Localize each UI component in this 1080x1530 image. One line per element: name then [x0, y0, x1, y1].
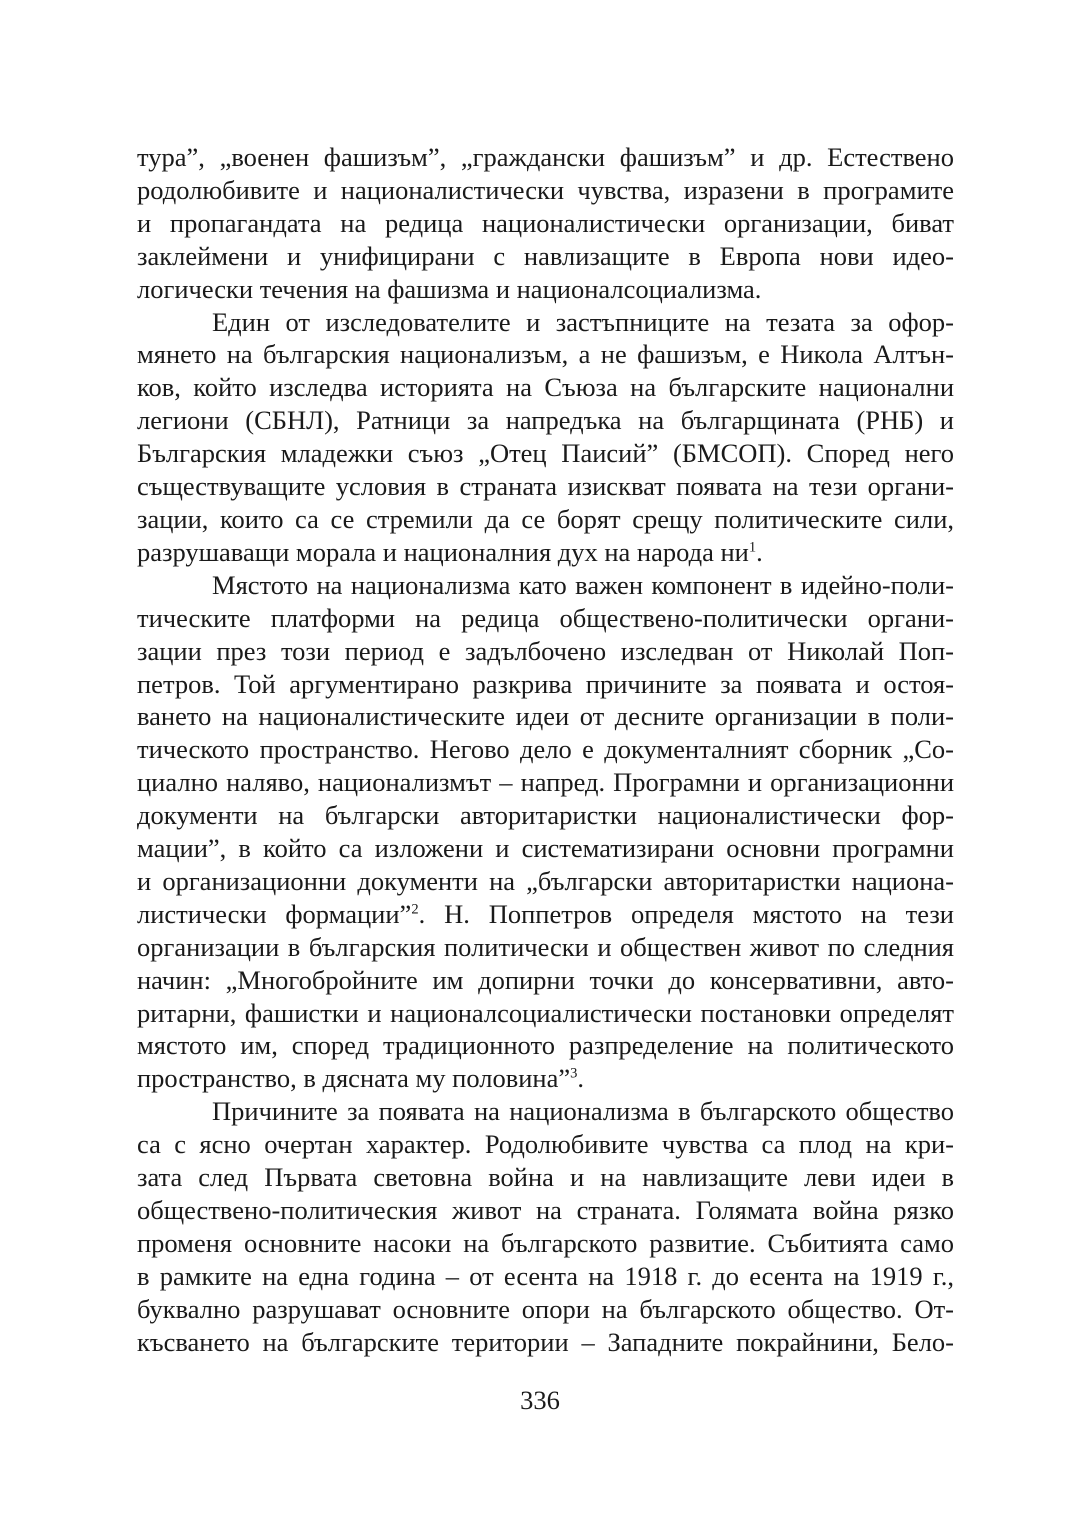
text-line-content: пространство, в дясната му половина”: [137, 1063, 571, 1094]
text-line: тическото пространство. Негово дело е документалният сборник „Со-: [137, 734, 954, 765]
text-line: организации в българския политически и обществен живот по следния: [137, 931, 954, 962]
text-line: късването на българските територии – Западните покрайнини, Бело-: [137, 1326, 954, 1357]
text-line: документи на български авторитаристки националистически фор-: [137, 800, 954, 831]
text-line: Българския младежки съюз „Отец Паисий” (БМСОП). Според него: [137, 438, 954, 469]
text-line: тическите платформи на редица обществено-политически органи-: [137, 602, 954, 633]
paragraph-2: [137, 306, 954, 569]
paragraph-3: [137, 569, 954, 1096]
text-line: в рамките на една година – от есента на 1918 г. до есента на 1919 г.,: [137, 1260, 954, 1291]
text-line: са с ясно очертан характер. Родолюбивите чувства са плод на кри-: [137, 1129, 954, 1160]
text-line: Мястото на национализма като важен компонент в идейно-поли-: [212, 569, 954, 600]
text-line: родолюбивите и националистически чувства, изразени в програмите: [137, 174, 954, 205]
text-line: тура”, „военен фашизъм”, „граждански фашизъм” и др. Естествено: [137, 142, 954, 172]
text-line: [137, 536, 954, 569]
text-line: заклеймени и унифицирани с навлизащите в Европа нови идео-: [137, 240, 954, 271]
text-line: зации, които са се стремили да се борят срещу политическите сили,: [137, 503, 954, 534]
text-line: Един от изследователите и застъпниците на тезата за офор-: [212, 306, 954, 337]
punctuation: .: [756, 536, 763, 567]
page-number: 336: [520, 1385, 560, 1415]
text-line: логически течения на фашизма и националсоциализма.: [137, 273, 762, 304]
footnote-ref-1[interactable]: 1: [748, 539, 757, 556]
text-line: мации”, в който са изложени и систематизирани основни програмни: [137, 833, 954, 864]
text-line: легиони (СБНЛ), Ратници за напредъка на българщината (РНБ) и: [137, 405, 954, 436]
text-line: зата след Първата световна война и на навлизащите леви идеи в: [137, 1162, 954, 1193]
text-line: мянето на българския национализъм, а не фашизъм, е Никола Алтън-: [137, 339, 954, 370]
text-line: ков, който изследва историята на Съюза на българските национални: [137, 372, 954, 403]
punctuation: .: [577, 1063, 585, 1094]
paragraph-1: [137, 141, 954, 306]
text-line-content: разрушаващи морала и националния дух на народа ни: [137, 536, 749, 567]
text-line: мястото им, според традиционното разпределение на политическото: [137, 1030, 954, 1061]
text-line: буквално разрушават основните опори на българското общество. От-: [137, 1293, 954, 1324]
footnote-ref-3[interactable]: 3: [570, 1065, 578, 1082]
text-line: и пропагандата на редица националистически организации, биват: [137, 207, 954, 238]
text-line: [137, 898, 954, 931]
text-line: съществуващите условия в страната изискват появата на тези органи-: [137, 471, 954, 502]
text-line-content: . Н. Поппетров определя мястото на тези: [418, 898, 954, 929]
text-line: ването на националистическите идеи от десните организации в поли-: [137, 701, 954, 732]
paragraph-4: [137, 1095, 954, 1358]
text-line: зации през този период е задълбочено изследван от Николай Поп-: [137, 635, 954, 666]
body-text: [137, 141, 954, 1359]
text-line: променя основните насоки на българското развитие. Събитията само: [137, 1227, 954, 1258]
text-line: петров. Той аргументирано разкрива причините за появата и остоя-: [137, 668, 954, 699]
text-line: ритарни, фашистки и националсоциалистически постановки определят: [137, 997, 954, 1028]
text-line: начин: „Многобройните им допирни точки до консервативни, авто-: [137, 964, 954, 995]
footnote-ref-2[interactable]: 2: [411, 901, 419, 918]
text-line: [137, 1062, 954, 1095]
text-line-content: листически формации”: [137, 898, 412, 929]
text-line: и организационни документи на „български авторитаристки национа-: [137, 865, 954, 896]
text-line: Причините за появата на национализма в българското общество: [212, 1096, 954, 1127]
text-line: обществено-политическия живот на страната. Голямата война рязко: [137, 1195, 954, 1225]
text-line: циално наляво, национализмът – напред. Програмни и организационни: [137, 767, 954, 798]
